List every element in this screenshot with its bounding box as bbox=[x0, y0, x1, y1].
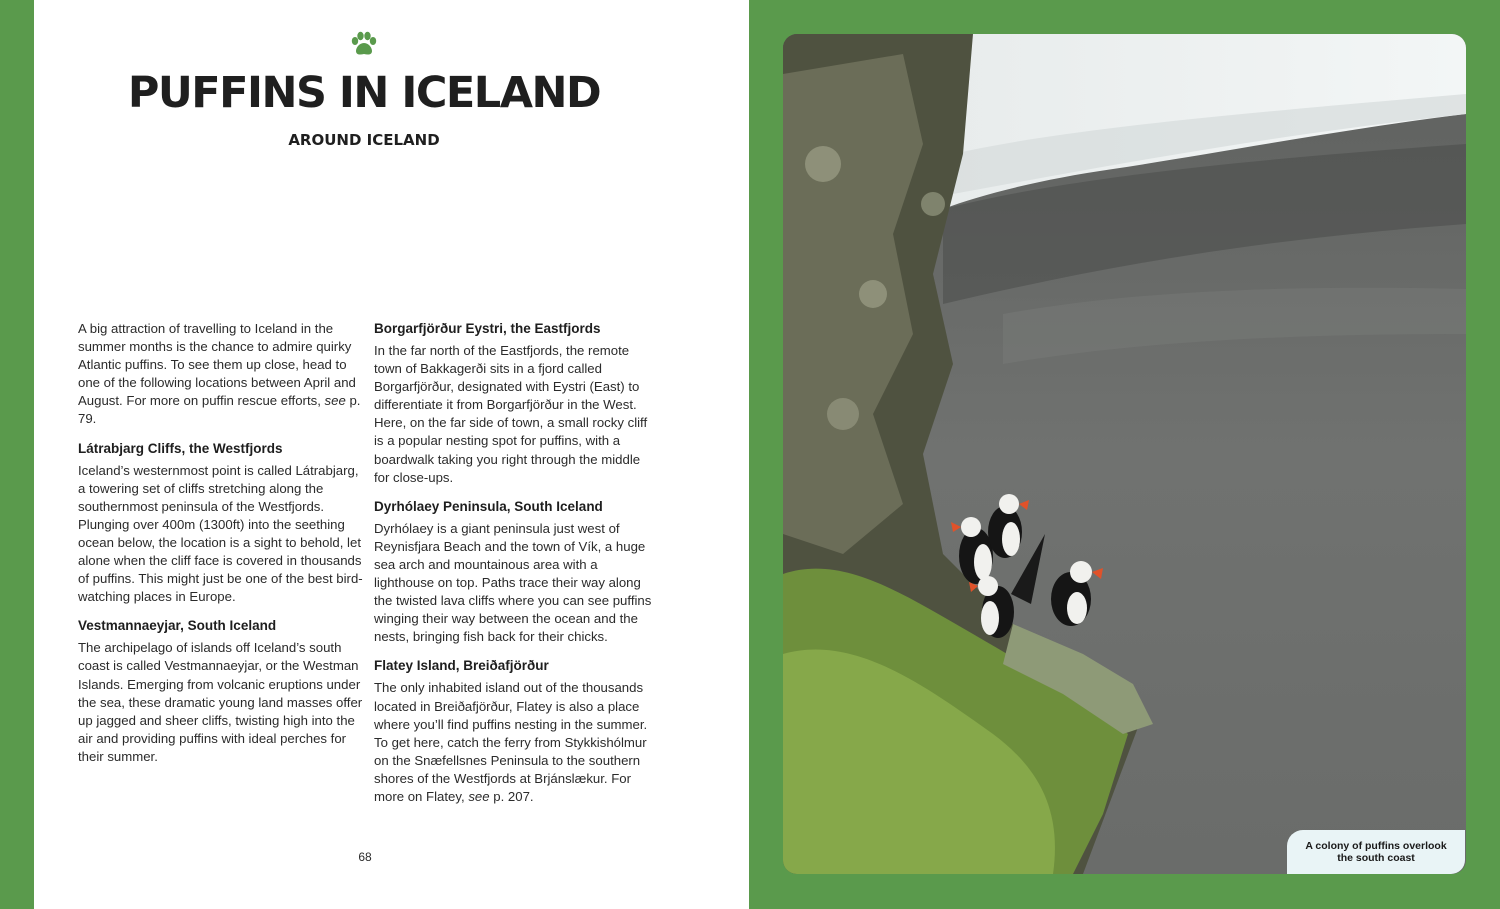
page-number: 68 bbox=[358, 850, 372, 864]
intro-paragraph: A big attraction of travelling to Iceland in the summer months is the chance to admire quirky Atlantic puffins. To see them up close, head to one of the following locations between April and August. For more on puffin rescue efforts, see p. 79. bbox=[78, 321, 361, 427]
section-body-dyrholaey: Dyrhólaey is a giant peninsula just west of Reynisfjara Beach and the town of Vík, a huge sea arch and mountainous area with a lighthouse on top. Paths trace their way along the twisted lava cliffs where you can see puffins winging their way between the ocean and the nests, bringing fish back for their chicks. bbox=[374, 520, 652, 645]
section-body-borgarfjordur: In the far north of the Eastfjords, the remote town of Bakkagerði sits in a fjord called Borgarfjörður, designated with Eystri (East) to differentiate it from Borgarfjörður in the West. Here, on the far side of town, a small rocky cliff is a popular nesting spot for puffins, with a boardwalk taking you right through the middle for close-ups. bbox=[374, 343, 648, 485]
section-heading-dyrholaey: Dyrhólaey Peninsula, South Iceland bbox=[374, 498, 603, 514]
left-margin bbox=[0, 0, 34, 909]
section-heading-flatey: Flatey Island, Breiðafjörður bbox=[374, 658, 549, 674]
page-subtitle: AROUND ICELAND bbox=[288, 131, 440, 149]
paw-print-icon bbox=[349, 31, 379, 59]
text-column-left bbox=[78, 320, 363, 777]
page-title: PUFFINS IN ICELAND bbox=[127, 68, 601, 118]
text-column-right bbox=[374, 320, 659, 817]
section-body-vestmannaeyjar: The archipelago of islands off Iceland’s south coast is called Vestmannaeyjar, or the Westman Islands. Emerging from volcanic eruptions under the sea, these dramatic young land masses offer up jagged and sheer cliffs, twisting high into the air and providing puffins with ideal perches for their summer. bbox=[78, 640, 363, 764]
section-body-latrabjarg: Iceland’s westernmost point is called Látrabjarg, a towering set of cliffs stretching along the southernmost peninsula of the Westfjords. Plunging over 400m (1300ft) into the seething ocean below, the location is a sight to behold, let alone when the cliff face is covered in thousands of puffins. This might just be one of the best bird-watching places in Europe. bbox=[78, 462, 363, 605]
section-body-flatey: The only inhabited island out of the thousands located in Breiðafjörður, Flatey is also a place where you’ll find puffins nesting in the summer. To get here, catch the ferry from Stykkishólmur on the Snæfellsnes Peninsula to the southern shores of the Westfjords at Brjánslækur. For more on Flatey, see p. 207. bbox=[374, 680, 648, 804]
section-heading-latrabjarg: Látrabjarg Cliffs, the Westfjords bbox=[78, 440, 283, 456]
puffin-cliff-illustration bbox=[783, 34, 1466, 874]
puffin-photo bbox=[783, 34, 1466, 874]
photo-caption: A colony of puffins overlook the south coast bbox=[1287, 830, 1465, 874]
section-heading-vestmannaeyjar: Vestmannaeyjar, South Iceland bbox=[78, 618, 277, 634]
section-heading-borgarfjordur: Borgarfjörður Eystri, the Eastfjords bbox=[374, 321, 601, 336]
